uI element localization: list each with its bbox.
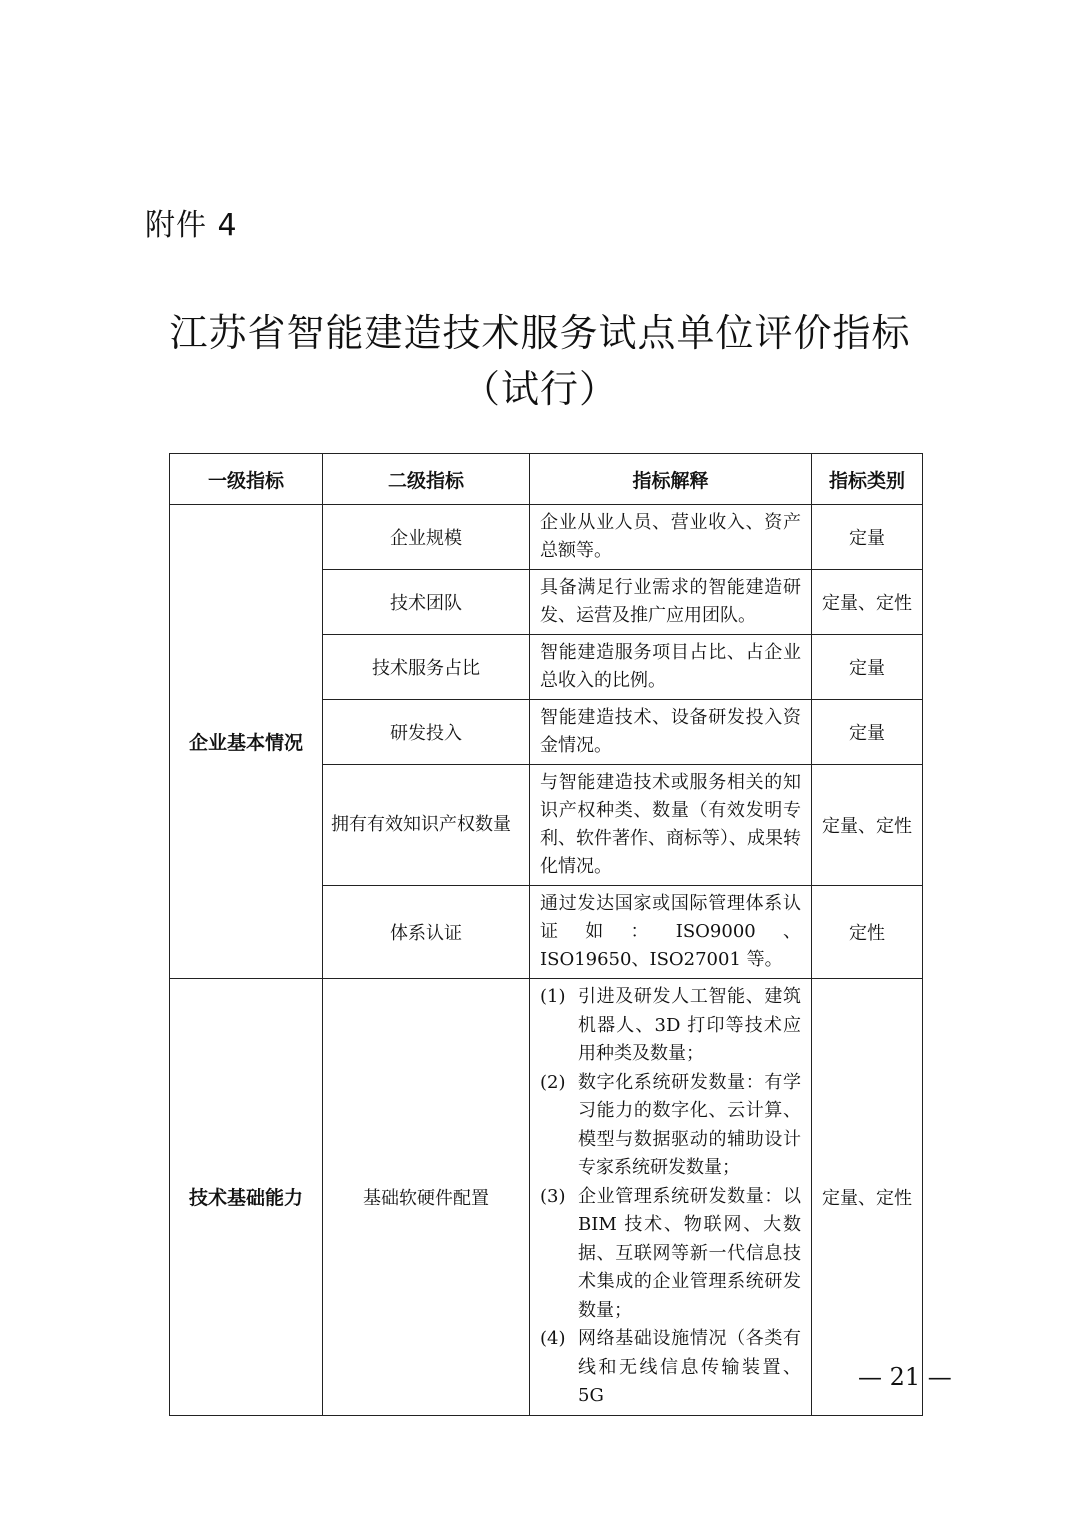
header-category: 指标类别 [812, 454, 923, 505]
attachment-label: 附件 4 [145, 208, 238, 243]
level2-cell: 基础软硬件配置 [323, 979, 530, 1416]
level2-cell: 企业规模 [323, 505, 530, 570]
header-level2: 二级指标 [323, 454, 530, 505]
header-explanation: 指标解释 [530, 454, 812, 505]
explanation-cell: 通过发达国家或国际管理体系认证如：ISO9000、ISO19650、ISO27001 等。 [530, 886, 812, 979]
level2-cell: 技术服务占比 [323, 635, 530, 700]
list-item-number: (1) [540, 986, 566, 1007]
explanation-cell: 具备满足行业需求的智能建造研发、运营及推广应用团队。 [530, 570, 812, 635]
list-item [540, 1069, 801, 1183]
list-item [540, 983, 801, 1069]
header-level1: 一级指标 [170, 454, 323, 505]
explanation-cell: 企业从业人员、营业收入、资产总额等。 [530, 505, 812, 570]
level2-cell: 拥有有效知识产权数量 [323, 765, 530, 886]
list-item-number: (4) [540, 1328, 566, 1349]
list-item [540, 1325, 801, 1411]
list-item-number: (2) [540, 1071, 566, 1093]
category-cell: 定量、定性 [812, 570, 923, 635]
explanation-cell: 与智能建造技术或服务相关的知识产权种类、数量（有效发明专利、软件著作、商标等）、成果转化情况。 [530, 765, 812, 886]
list-item-text: 数字化系统研发数量：有学习能力的数字化、云计算、模型与数据驱动的辅助设计专家系统研发数量； [578, 1071, 801, 1178]
list-item-number: (3) [540, 1185, 566, 1207]
explanation-cell [530, 979, 812, 1416]
level2-cell: 体系认证 [323, 886, 530, 979]
explanation-cell: 智能建造技术、设备研发投入资金情况。 [530, 700, 812, 765]
table-header-row [170, 454, 923, 505]
category-cell: 定量 [812, 635, 923, 700]
level1-cell: 技术基础能力 [170, 979, 323, 1416]
numbered-list [540, 983, 801, 1411]
list-item [540, 1183, 801, 1326]
category-cell: 定量、定性 [812, 765, 923, 886]
category-cell: 定性 [812, 886, 923, 979]
list-item-text: 网络基础设施情况（各类有线和无线信息传输装置、5G [578, 1328, 801, 1406]
evaluation-index-table [169, 453, 923, 1416]
document-subtitle: （试行） [461, 367, 618, 411]
page-number: — 21 — [858, 1363, 952, 1391]
table-row [170, 505, 923, 570]
level2-cell: 研发投入 [323, 700, 530, 765]
category-cell: 定量、定性 [812, 979, 923, 1416]
category-cell: 定量 [812, 700, 923, 765]
explanation-cell: 智能建造服务项目占比、占企业总收入的比例。 [530, 635, 812, 700]
list-item-text: 引进及研发人工智能、建筑机器人、3D 打印等技术应用种类及数量； [578, 986, 801, 1064]
list-item-text: 企业管理系统研发数量：以 BIM 技术、物联网、大数据、互联网等新一代信息技术集成的企业管理系统研发数量； [578, 1185, 801, 1321]
document-title: 江苏省智能建造技术服务试点单位评价指标 [169, 311, 911, 355]
category-cell: 定量 [812, 505, 923, 570]
level1-cell: 企业基本情况 [170, 505, 323, 979]
table-row [170, 979, 923, 1416]
level2-cell: 技术团队 [323, 570, 530, 635]
